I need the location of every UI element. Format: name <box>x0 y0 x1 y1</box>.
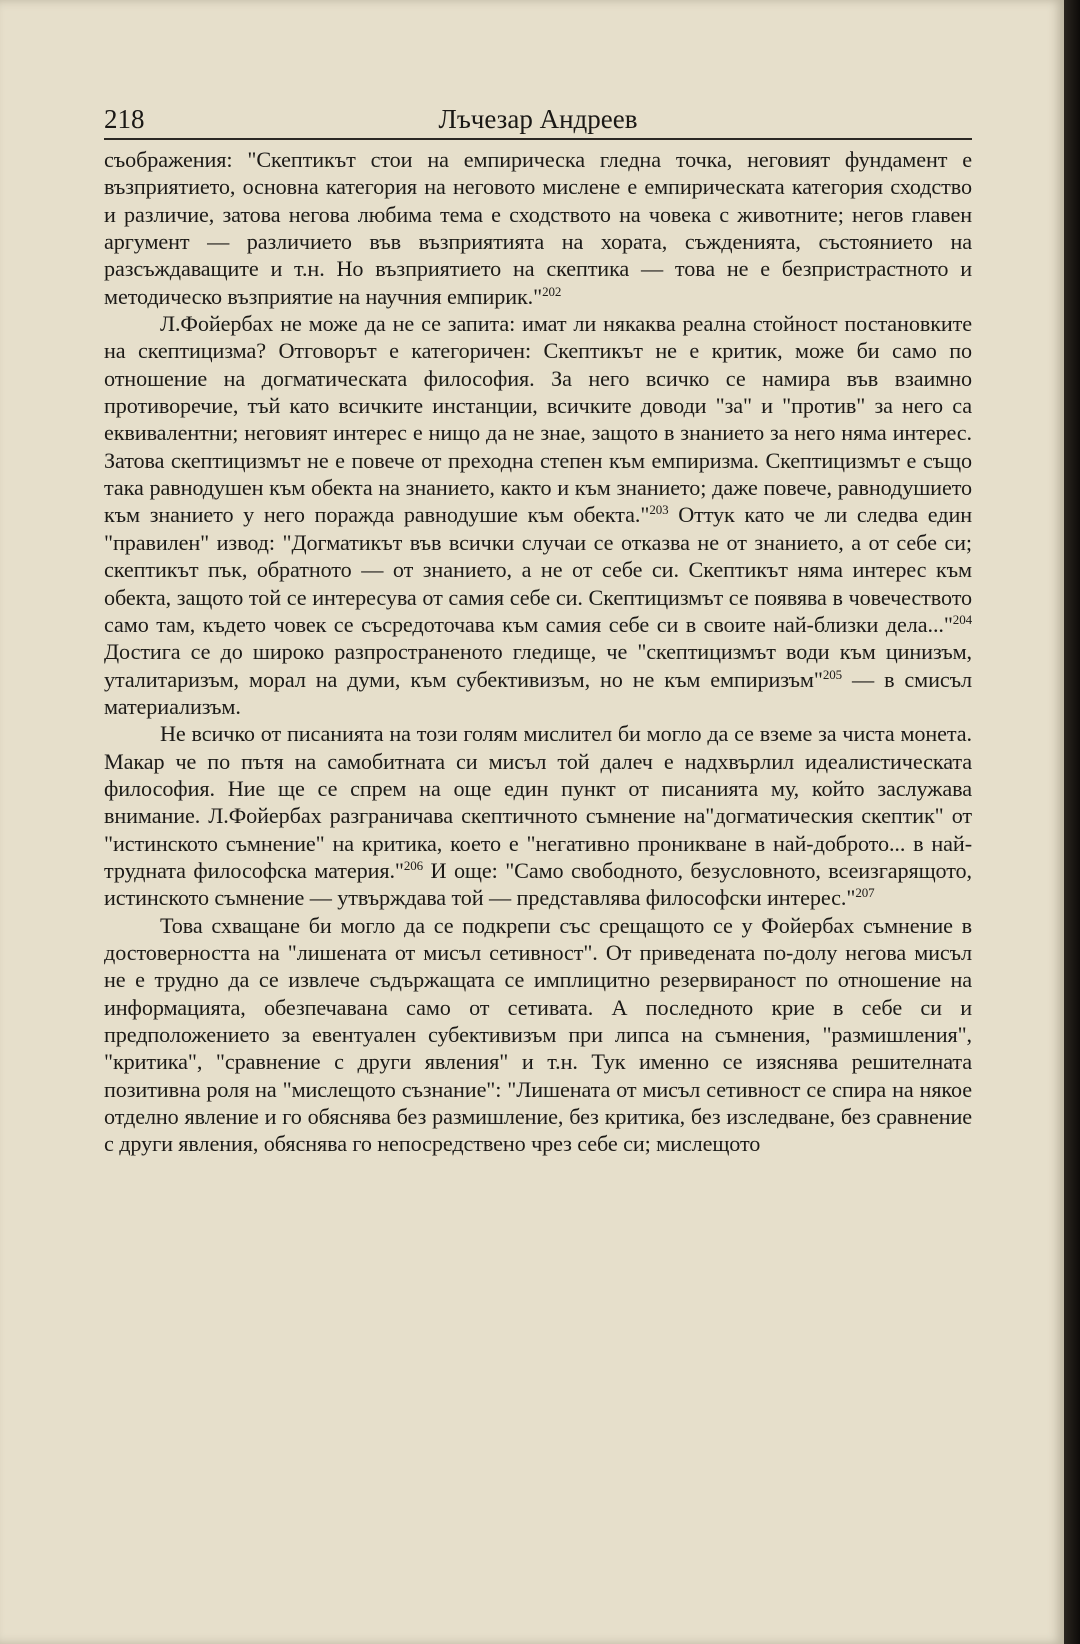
text-segment: Това схващане би могло да се подкрепи със срещащото се у Фойербах съмнение в достоверността на "лишената от мисъл сетивност". От приведената по-долу негова мисъл не е трудно да се извлече съдържащата се имплицитно резервираност по отношение на информацията, обезпечавана само от сетивата. А последното крие в себе си и предположението за евентуален субективизъм при липса на съмнения, "размишления", "критика", "сравнение с други явления" и т.н. Тук именно се изяснява решителната позитивна роля на "мислещото съзнание": "Лишената от мисъл сетивност се спира на някое отделно явление и го обяснява без размишление, без критика, без изследване, без сравнение с други явления, обяснява го непосредствено чрез себе си; мислещото <box>104 912 972 1157</box>
footnote-ref: 204 <box>952 611 972 627</box>
footnote-ref: 202 <box>542 283 562 299</box>
header-rule <box>104 138 972 140</box>
text-segment: съображения: "Скептикът стои на емпирическа гледна точка, неговият фундамент е възприятието, основна категория на неговото мислене е емпирическата категория сходство и различие, затова негова любима тема е сходството на човека с животните; негов главен аргумент — различието във възприятията на хората, съжденията, състоянието на разсъждаващите и т.н. Но възприятието на скептика — това не е безпристрастното и методическо възприятие на научния емпирик." <box>104 147 972 309</box>
paragraph <box>104 720 972 911</box>
text-segment: И още: "Само свободното, безусловното, всеизгарящото, истинското съмнение — утвърждава той — представлява философски интерес." <box>104 857 973 911</box>
text-segment: Оттук като че ли следва един "правилен" извод: "Догматикът във всички случаи се отказва не от знанието, а от себе си; скептикът пък, обратното — от знанието, а не от себе си. Скептикът няма интерес към обекта, защото той се интересува от самия себе си. Скептицизмът се появява в човечеството само там, където човек се съсредоточава към самия себе си в своите най-близки дела..." <box>104 502 972 637</box>
paragraph <box>104 146 972 310</box>
footnote-ref: 206 <box>403 857 424 873</box>
paragraph <box>104 310 972 720</box>
text-segment: Л.Фойербах не може да не се запита: имат ли някаква реална стойност постановките на скептицизма? Отговорът е категоричен: Скептикът не е критик, може би само по отношение на догматическата философия. За него всичко се намира във взаимно противоречие, тъй като всичките инстанции, всичките доводи "за" и "против" за него са еквивалентни; неговият интерес е нищо да не знае, защото в знанието за него няма интерес. Затова скептицизмът не е повече от преходна степен към емпиризма. Скептицизмът е също така равнодушен към обекта на знанието, както и към знанието; даже повече, равнодушието към знанието у него поражда равнодушие към обекта." <box>104 311 972 528</box>
running-title: Лъчезар Андреев <box>438 104 638 134</box>
page-number: 218 <box>104 104 145 134</box>
footnote-ref: 207 <box>855 885 875 901</box>
text-segment: Достига се до широко разпространеното гледище, че "скептицизмът води към цинизъм, уталитаризъм, морал на думи, към субективизъм, но не към емпиризъм" <box>104 639 972 692</box>
body-text <box>104 146 972 1158</box>
footnote-ref: 203 <box>649 502 669 518</box>
footnote-ref: 205 <box>822 666 843 682</box>
page-header <box>104 100 972 136</box>
paragraph <box>104 912 972 1158</box>
text-segment: — в смисъл материализъм. <box>104 666 972 719</box>
text-segment: Не всичко от писанията на този голям мислител би могло да се вземе за чиста монета. Макар че по пътя на самобитната си мисъл той далеч е надхвърлил идеалистическата философия. Ние ще се спрем на още един пункт от писанията му, който заслужава внимание. Л.Фойербах разграничава скептичното съмнение на"догматическия скептик" от "истинското съмнение" на критика, което е "негативно проникване в най-доброто... в най-трудната философска материя." <box>104 721 972 883</box>
book-spine-edge <box>1064 0 1080 1644</box>
